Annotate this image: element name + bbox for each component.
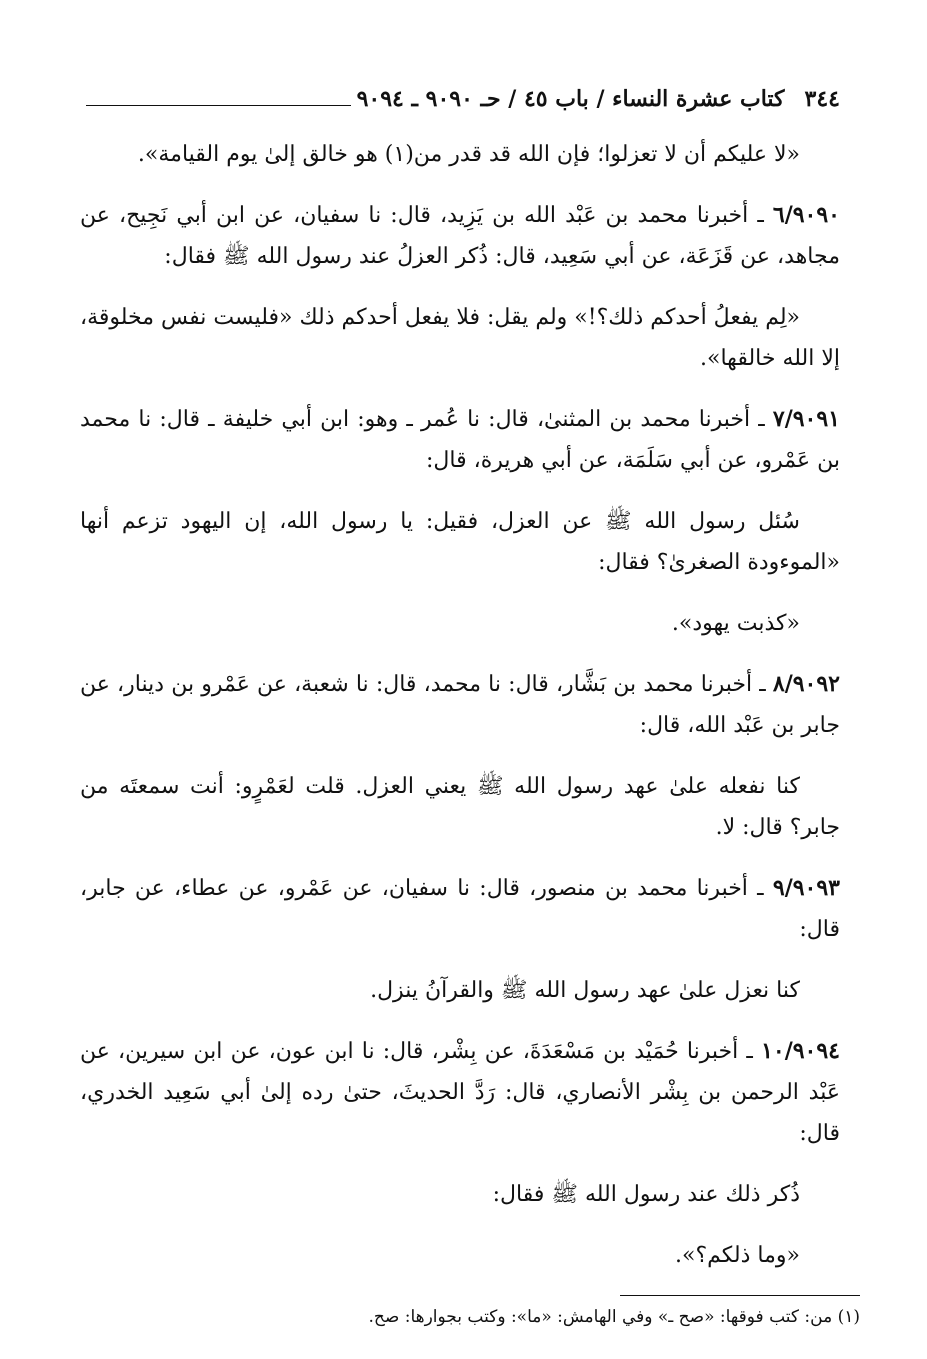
hadith-chain: ـ أخبرنا محمد بن منصور، قال: نا سفيان، عن عَمْرو، عن عطاء، عن جابر، قال: — [80, 876, 840, 942]
paragraph-hadith-text: «كذبت يهود». — [671, 611, 800, 636]
hadith-chain: ـ أخبرنا محمد بن عَبْد الله بن يَزِيد، قال: نا سفيان، عن ابن أبي نَجِيح، عن مجاهد، عن قَزَعَة، عن أبي سَعِيد، قال: ذُكر العزلُ عند رسول الله ﷺ فقال: — [80, 203, 840, 269]
paragraph-hadith-text: «لِم يفعلُ أحدكم ذلك؟!» ولم يقل: فلا يفعل أحدكم ذلك «فليست نفس مخلوقة، إلا الله خالقها». — [80, 305, 840, 371]
hadith-number: ١٠/٩٠٩٤ — [761, 1038, 840, 1064]
header-rule — [86, 91, 351, 106]
hadith-9093 — [80, 868, 840, 950]
paragraph-hadith-text: كنا نفعله علىٰ عهد رسول الله ﷺ يعني العزل. قلت لعَمْرٍو: أنت سمعتَه من جابر؟ قال: لا. — [80, 774, 840, 840]
hadith-9091 — [80, 399, 840, 481]
hadith-9092 — [80, 664, 840, 746]
running-title: كتاب عشرة النساء / باب ٤٥ / حـ ٩٠٩٠ ـ ٩٠٩٤ — [356, 86, 785, 112]
hadith-chain: ـ أخبرنا محمد بن بَشَّار، قال: نا محمد، قال: نا شعبة، عن عَمْرو بن دينار، عن جابر بن عَبْد الله، قال: — [80, 672, 840, 738]
running-header — [80, 82, 840, 116]
hadith-9094 — [80, 1031, 840, 1154]
hadith-number: ٩/٩٠٩٣ — [772, 875, 840, 901]
hadith-chain: ـ أخبرنا محمد بن المثنىٰ، قال: نا عُمر ـ وهو: ابن أبي خليفة ـ قال: نا محمد بن عَمْرو، عن أبي سَلَمَة، عن أبي هريرة، قال: — [80, 407, 840, 473]
page-number: ٣٤٤ — [804, 86, 840, 112]
hadith-9090 — [80, 195, 840, 277]
paragraph-hadith-text: ذُكر ذلك عند رسول الله ﷺ فقال: — [492, 1182, 800, 1207]
hadith-number: ٨/٩٠٩٢ — [772, 671, 840, 697]
page — [80, 82, 840, 1296]
paragraph-hadith-end: «لا عليكم أن لا تعزلوا؛ فإن الله قد قدر من(١) هو خالق إلىٰ يوم القيامة». — [137, 142, 800, 167]
paragraph-hadith-text: كنا نعزل علىٰ عهد رسول الله ﷺ والقرآنُ ينزل. — [370, 978, 800, 1003]
footnote-separator — [620, 1295, 860, 1296]
paragraph-hadith-text: «وما ذلكم؟». — [675, 1243, 800, 1268]
hadith-number: ٦/٩٠٩٠ — [772, 202, 840, 228]
paragraph-hadith-text: سُئل رسول الله ﷺ عن العزل، فقيل: يا رسول الله، إن اليهود تزعم أنها «الموءودة الصغرىٰ؟ فقال: — [80, 509, 840, 575]
hadith-chain: ـ أخبرنا حُمَيْد بن مَسْعَدَةَ، عن بِشْر، قال: نا ابن عون، عن ابن سيرين، عن عَبْد الرحمن بن بِشْر الأنصاري، قال: رَدَّ الحديثَ، حتىٰ رده إلىٰ أبي سَعِيد الخدري، قال: — [80, 1039, 840, 1146]
footnote: (١) من: كتب فوقها: «صح ـ» وفي الهامش: «ما»: وكتب بجوارها: صح. — [368, 1307, 860, 1327]
page-body — [80, 134, 840, 1276]
hadith-number: ٧/٩٠٩١ — [772, 406, 840, 432]
